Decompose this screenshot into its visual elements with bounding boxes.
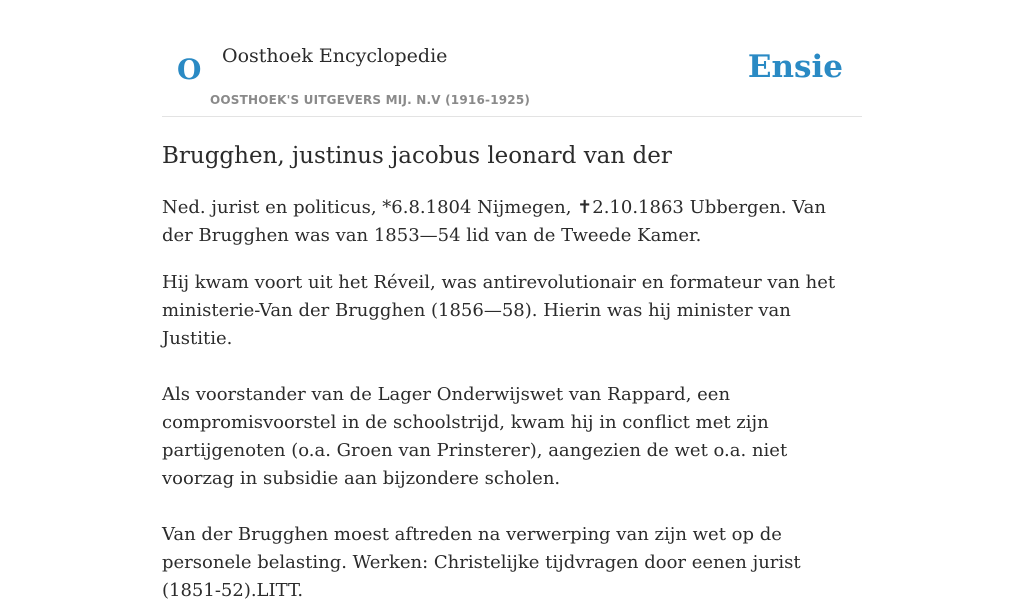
entry-title: Brugghen, justinus jacobus leonard van der [162, 143, 672, 169]
ensie-brand-link[interactable]: Ensie [747, 49, 843, 85]
entry-paragraph: Van der Brugghen moest aftreden na verwerping van zijn wet op de personele belasting. Werken: Christelijke tijdvragen door eenen jurist (1851-52).LITT. [162, 524, 801, 601]
publisher-subtitle: OOSTHOEK'S UITGEVERS MIJ. N.V (1916-1925) [210, 93, 531, 107]
site-title[interactable]: Oosthoek Encyclopedie [222, 45, 448, 67]
logo-icon[interactable]: O [177, 53, 202, 86]
entry-content [162, 194, 862, 605]
site-header [162, 0, 862, 117]
entry-paragraph: Hij kwam voort uit het Réveil, was antirevolutionair en formateur van het ministerie-Van der Brugghen (1856—58). Hierin was hij minister van Justitie. [162, 272, 836, 349]
entry-paragraph: Ned. jurist en politicus, *6.8.1804 Nijmegen, ✝2.10.1863 Ubbergen. Van der Brugghen was van 1853—54 lid van de Tweede Kamer. [162, 197, 826, 246]
page [162, 0, 862, 605]
entry-paragraph: Als voorstander van de Lager Onderwijswet van Rappard, een compromisvoorstel in de schoolstrijd, kwam hij in conflict met zijn partijgenoten (o.a. Groen van Prinsterer), aangezien de wet o.a. niet voorzag in subsidie aan bijzondere scholen. [162, 384, 788, 489]
